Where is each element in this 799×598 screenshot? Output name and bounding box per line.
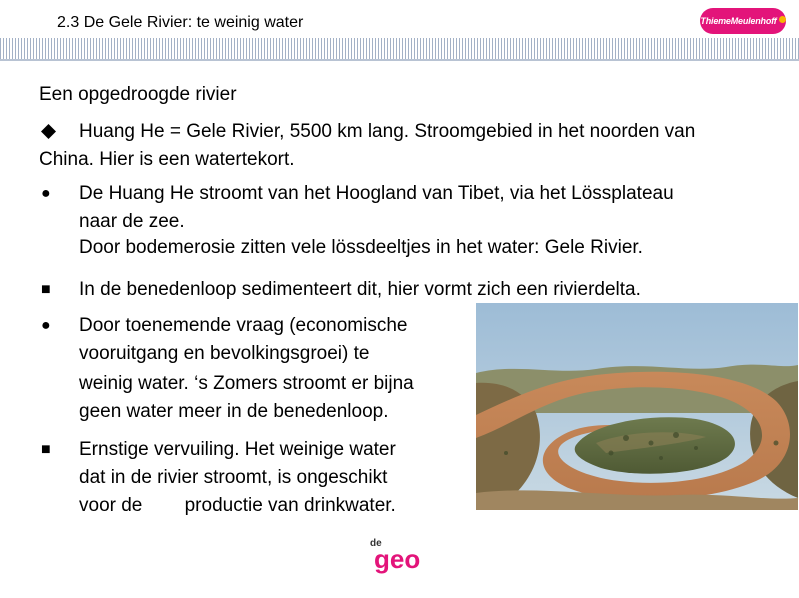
slide-title: 2.3 De Gele Rivier: te weinig water bbox=[57, 14, 304, 31]
header-divider bbox=[0, 59, 799, 61]
bullet-3-line-1: In de benedenloop sedimenteert dit, hier vormt zich een rivierdelta. bbox=[79, 279, 641, 300]
bullet-5-line-2: dat in de rivier stroomt, is ongeschikt bbox=[79, 467, 388, 488]
diamond-bullet-icon bbox=[41, 124, 56, 139]
publisher-logo bbox=[700, 8, 786, 34]
geo-logo-prefix: de bbox=[370, 538, 382, 549]
bullet-4-line-1: Door toenemende vraag (economische bbox=[79, 315, 408, 336]
bullet-5-line-1: Ernstige vervuiling. Het weinige water bbox=[79, 439, 396, 460]
publisher-logo-text: ThiemeMeulenhoff bbox=[700, 16, 777, 26]
section-heading: Een opgedroogde rivier bbox=[39, 84, 237, 105]
bullet-5-line-3: voor de productie van drinkwater. bbox=[79, 495, 396, 516]
yellow-river-photo bbox=[476, 303, 798, 510]
bullet-2-marker: ● bbox=[41, 185, 51, 202]
bullet-5-marker: ■ bbox=[41, 441, 51, 458]
bullet-4-line-4: geen water meer in de benedenloop. bbox=[79, 401, 389, 422]
bullet-1-line-1: Huang He = Gele Rivier, 5500 km lang. Stroomgebied in het noorden van bbox=[79, 121, 696, 142]
bullet-4-line-3: weinig water. ‘s Zomers stroomt er bijna bbox=[79, 373, 414, 394]
geo-logo-text: geo bbox=[374, 544, 421, 574]
bullet-3-marker: ■ bbox=[41, 281, 51, 298]
bullet-2-line-1: De Huang He stroomt van het Hoogland van Tibet, via het Lössplateau bbox=[79, 183, 674, 204]
header-band bbox=[0, 38, 799, 60]
bullet-2-line-2: naar de zee. bbox=[79, 211, 185, 232]
bullet-4-line-2: vooruitgang en bevolkingsgroei) te bbox=[79, 343, 370, 364]
bullet-4-marker: ● bbox=[41, 317, 51, 334]
bullet-2-line-3: Door bodemerosie zitten vele lössdeeltjes in het water: Gele Rivier. bbox=[79, 237, 643, 258]
geo-logo bbox=[360, 528, 430, 584]
bullet-1-line-2: China. Hier is een watertekort. bbox=[39, 149, 295, 170]
